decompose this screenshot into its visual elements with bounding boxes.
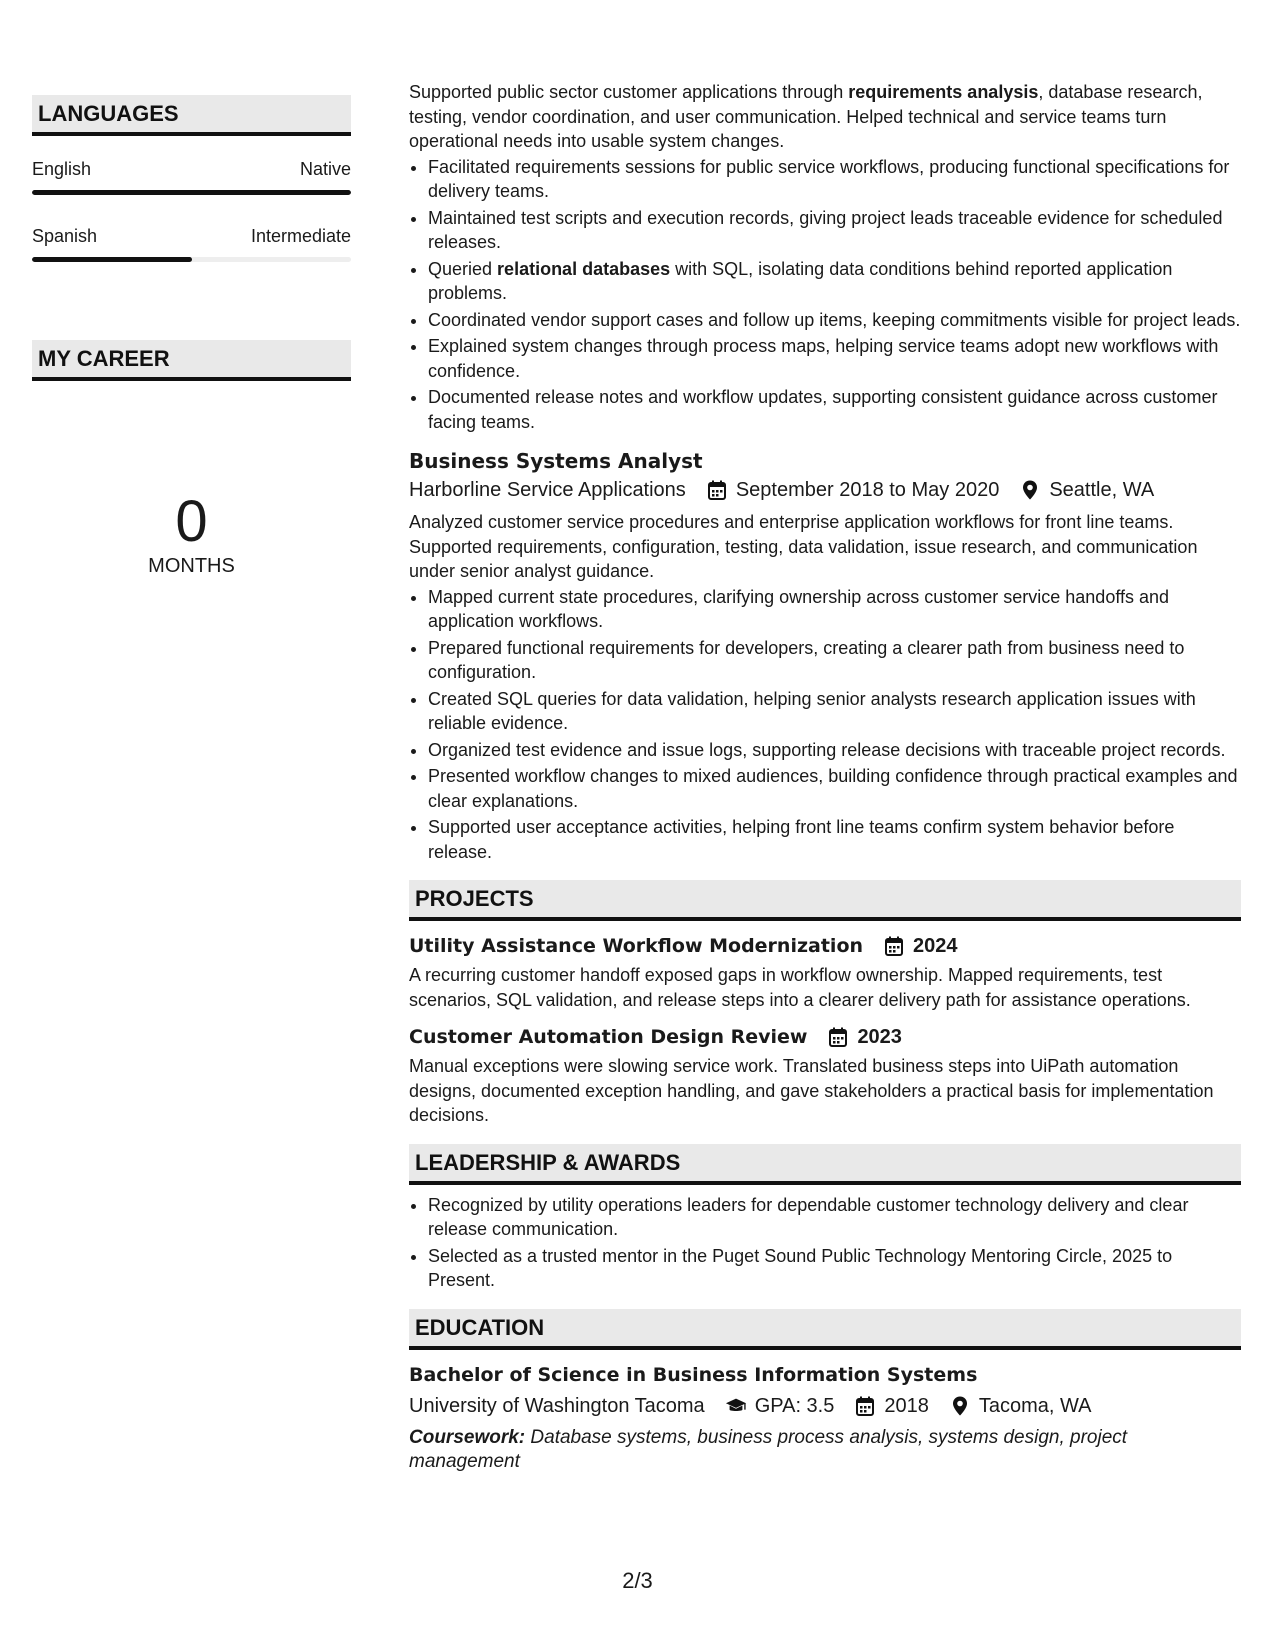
page-number: 2/3 xyxy=(622,1568,653,1593)
map-pin-icon xyxy=(1019,479,1041,501)
graduation-cap-icon xyxy=(725,1395,747,1417)
language-proficiency-fill xyxy=(32,190,351,195)
language-level: Intermediate xyxy=(250,226,351,246)
bullet-item: • Presented workflow changes to mixed audiences, building confidence through practical examples and clear explanations. xyxy=(428,764,1241,813)
project-name: Customer Automation Design Review xyxy=(409,1026,808,1048)
job-bullets xyxy=(409,585,1241,865)
language-item xyxy=(32,225,351,247)
job-meta xyxy=(409,476,1241,504)
school-location: Tacoma, WA xyxy=(978,1394,1092,1417)
coursework-label: Coursework: xyxy=(409,1426,526,1448)
project-description: A recurring customer handoff exposed gaps in workflow ownership. Mapped requirements, test scenarios, SQL validation, and release steps into a clearer delivery path for assistance operations. xyxy=(409,965,1191,1010)
project-year: 2023 xyxy=(857,1026,902,1048)
education-heading: EDUCATION xyxy=(409,1309,1241,1350)
bullet-item: • Documented release notes and workflow updates, supporting consistent guidance across customer facing teams. xyxy=(428,385,1241,434)
bullet-item: • Coordinated vendor support cases and follow up items, keeping commitments visible for project leads. xyxy=(428,308,1241,333)
job-bullets xyxy=(409,155,1241,435)
calendar-icon xyxy=(854,1395,876,1417)
graduation-year: 2018 xyxy=(884,1394,929,1417)
calendar-icon xyxy=(706,479,728,501)
language-proficiency-bar xyxy=(32,190,351,195)
bullet-emphasis: relational databases xyxy=(497,258,671,279)
career-duration xyxy=(32,489,351,578)
language-proficiency-bar xyxy=(32,257,351,262)
job-location: Seattle, WA xyxy=(1049,479,1155,501)
project-year: 2024 xyxy=(913,935,958,957)
bullet-item: • Supported user acceptance activities, helping front line teams confirm system behavior before release. xyxy=(428,815,1241,864)
education-meta xyxy=(409,1392,1241,1420)
degree-title: Bachelor of Science in Business Information Systems xyxy=(409,1363,978,1386)
award-item: • Selected as a trusted mentor in the Puget Sound Public Technology Mentoring Circle, 2025 to Present. xyxy=(428,1244,1241,1293)
company-name: Harborline Service Applications xyxy=(409,479,686,501)
awards-heading: LEADERSHIP & AWARDS xyxy=(409,1144,1241,1185)
job-dates: September 2018 to May 2020 xyxy=(735,479,1000,501)
calendar-icon xyxy=(827,1026,849,1048)
awards-list xyxy=(409,1193,1241,1293)
bullet-item: • Organized test evidence and issue logs, supporting release decisions with traceable project records. xyxy=(428,738,1241,763)
career-value: 0 xyxy=(175,489,208,554)
language-name: Spanish xyxy=(32,226,98,246)
bullet-text: with SQL, isolating data conditions behind reported application problems. xyxy=(428,258,1173,303)
bullet-item: • Prepared functional requirements for developers, creating a clearer path from business need to configuration. xyxy=(428,636,1241,685)
summary-emphasis: requirements analysis xyxy=(848,82,1039,102)
bullet-item: • Created SQL queries for data validation, helping senior analysts research application issues with reliable evidence. xyxy=(428,687,1241,736)
map-pin-icon xyxy=(949,1395,971,1417)
job-title: Business Systems Analyst xyxy=(409,449,703,473)
job-summary: Analyzed customer service procedures and enterprise application workflows for front line teams. Supported requirements, configuration, testing, data validation, issue research, and communication under senior analyst guidance. xyxy=(409,512,1198,581)
coursework xyxy=(409,1426,1241,1474)
coursework-text: Database systems, business process analysis, systems design, project management xyxy=(409,1426,1128,1472)
language-level: Native xyxy=(299,159,351,179)
career-unit: MONTHS xyxy=(148,555,235,577)
project-title xyxy=(409,933,1241,959)
school-name: University of Washington Tacoma xyxy=(409,1394,705,1417)
job-summary xyxy=(409,80,1241,154)
languages-heading: LANGUAGES xyxy=(32,95,351,136)
bullet-item xyxy=(428,257,1241,306)
career-heading: MY CAREER xyxy=(32,340,351,381)
bullet-item: • Mapped current state procedures, clarifying ownership across customer service handoffs and application workflows. xyxy=(428,585,1241,634)
sidebar xyxy=(32,95,351,578)
main-content xyxy=(409,80,1241,1474)
calendar-icon xyxy=(883,935,905,957)
project-title xyxy=(409,1024,1241,1050)
summary-text: Supported public sector customer applications through xyxy=(409,82,849,102)
language-proficiency-fill xyxy=(32,257,192,262)
project-description: Manual exceptions were slowing service work. Translated business steps into UiPath automation designs, documented exception handling, and gave stakeholders a practical basis for implementation decisions. xyxy=(409,1056,1214,1125)
language-item xyxy=(32,158,351,180)
bullet-text: Queried xyxy=(428,258,498,279)
gpa: GPA: 3.5 xyxy=(754,1394,835,1417)
bullet-item: • Facilitated requirements sessions for public service workflows, producing functional specifications for delivery teams. xyxy=(428,155,1241,204)
language-name: English xyxy=(32,159,92,179)
bullet-item: • Maintained test scripts and execution records, giving project leads traceable evidence for scheduled releases. xyxy=(428,206,1241,255)
award-item: • Recognized by utility operations leaders for dependable customer technology delivery and clear release communication. xyxy=(428,1193,1241,1242)
project-name: Utility Assistance Workflow Modernization xyxy=(409,935,864,957)
summary-text: , database research, testing, vendor coordination, and user communication. Helped technical and service teams turn operational needs into usable system changes. xyxy=(409,82,1203,151)
projects-heading: PROJECTS xyxy=(409,880,1241,921)
bullet-item: • Explained system changes through process maps, helping service teams adopt new workflows with confidence. xyxy=(428,334,1241,383)
